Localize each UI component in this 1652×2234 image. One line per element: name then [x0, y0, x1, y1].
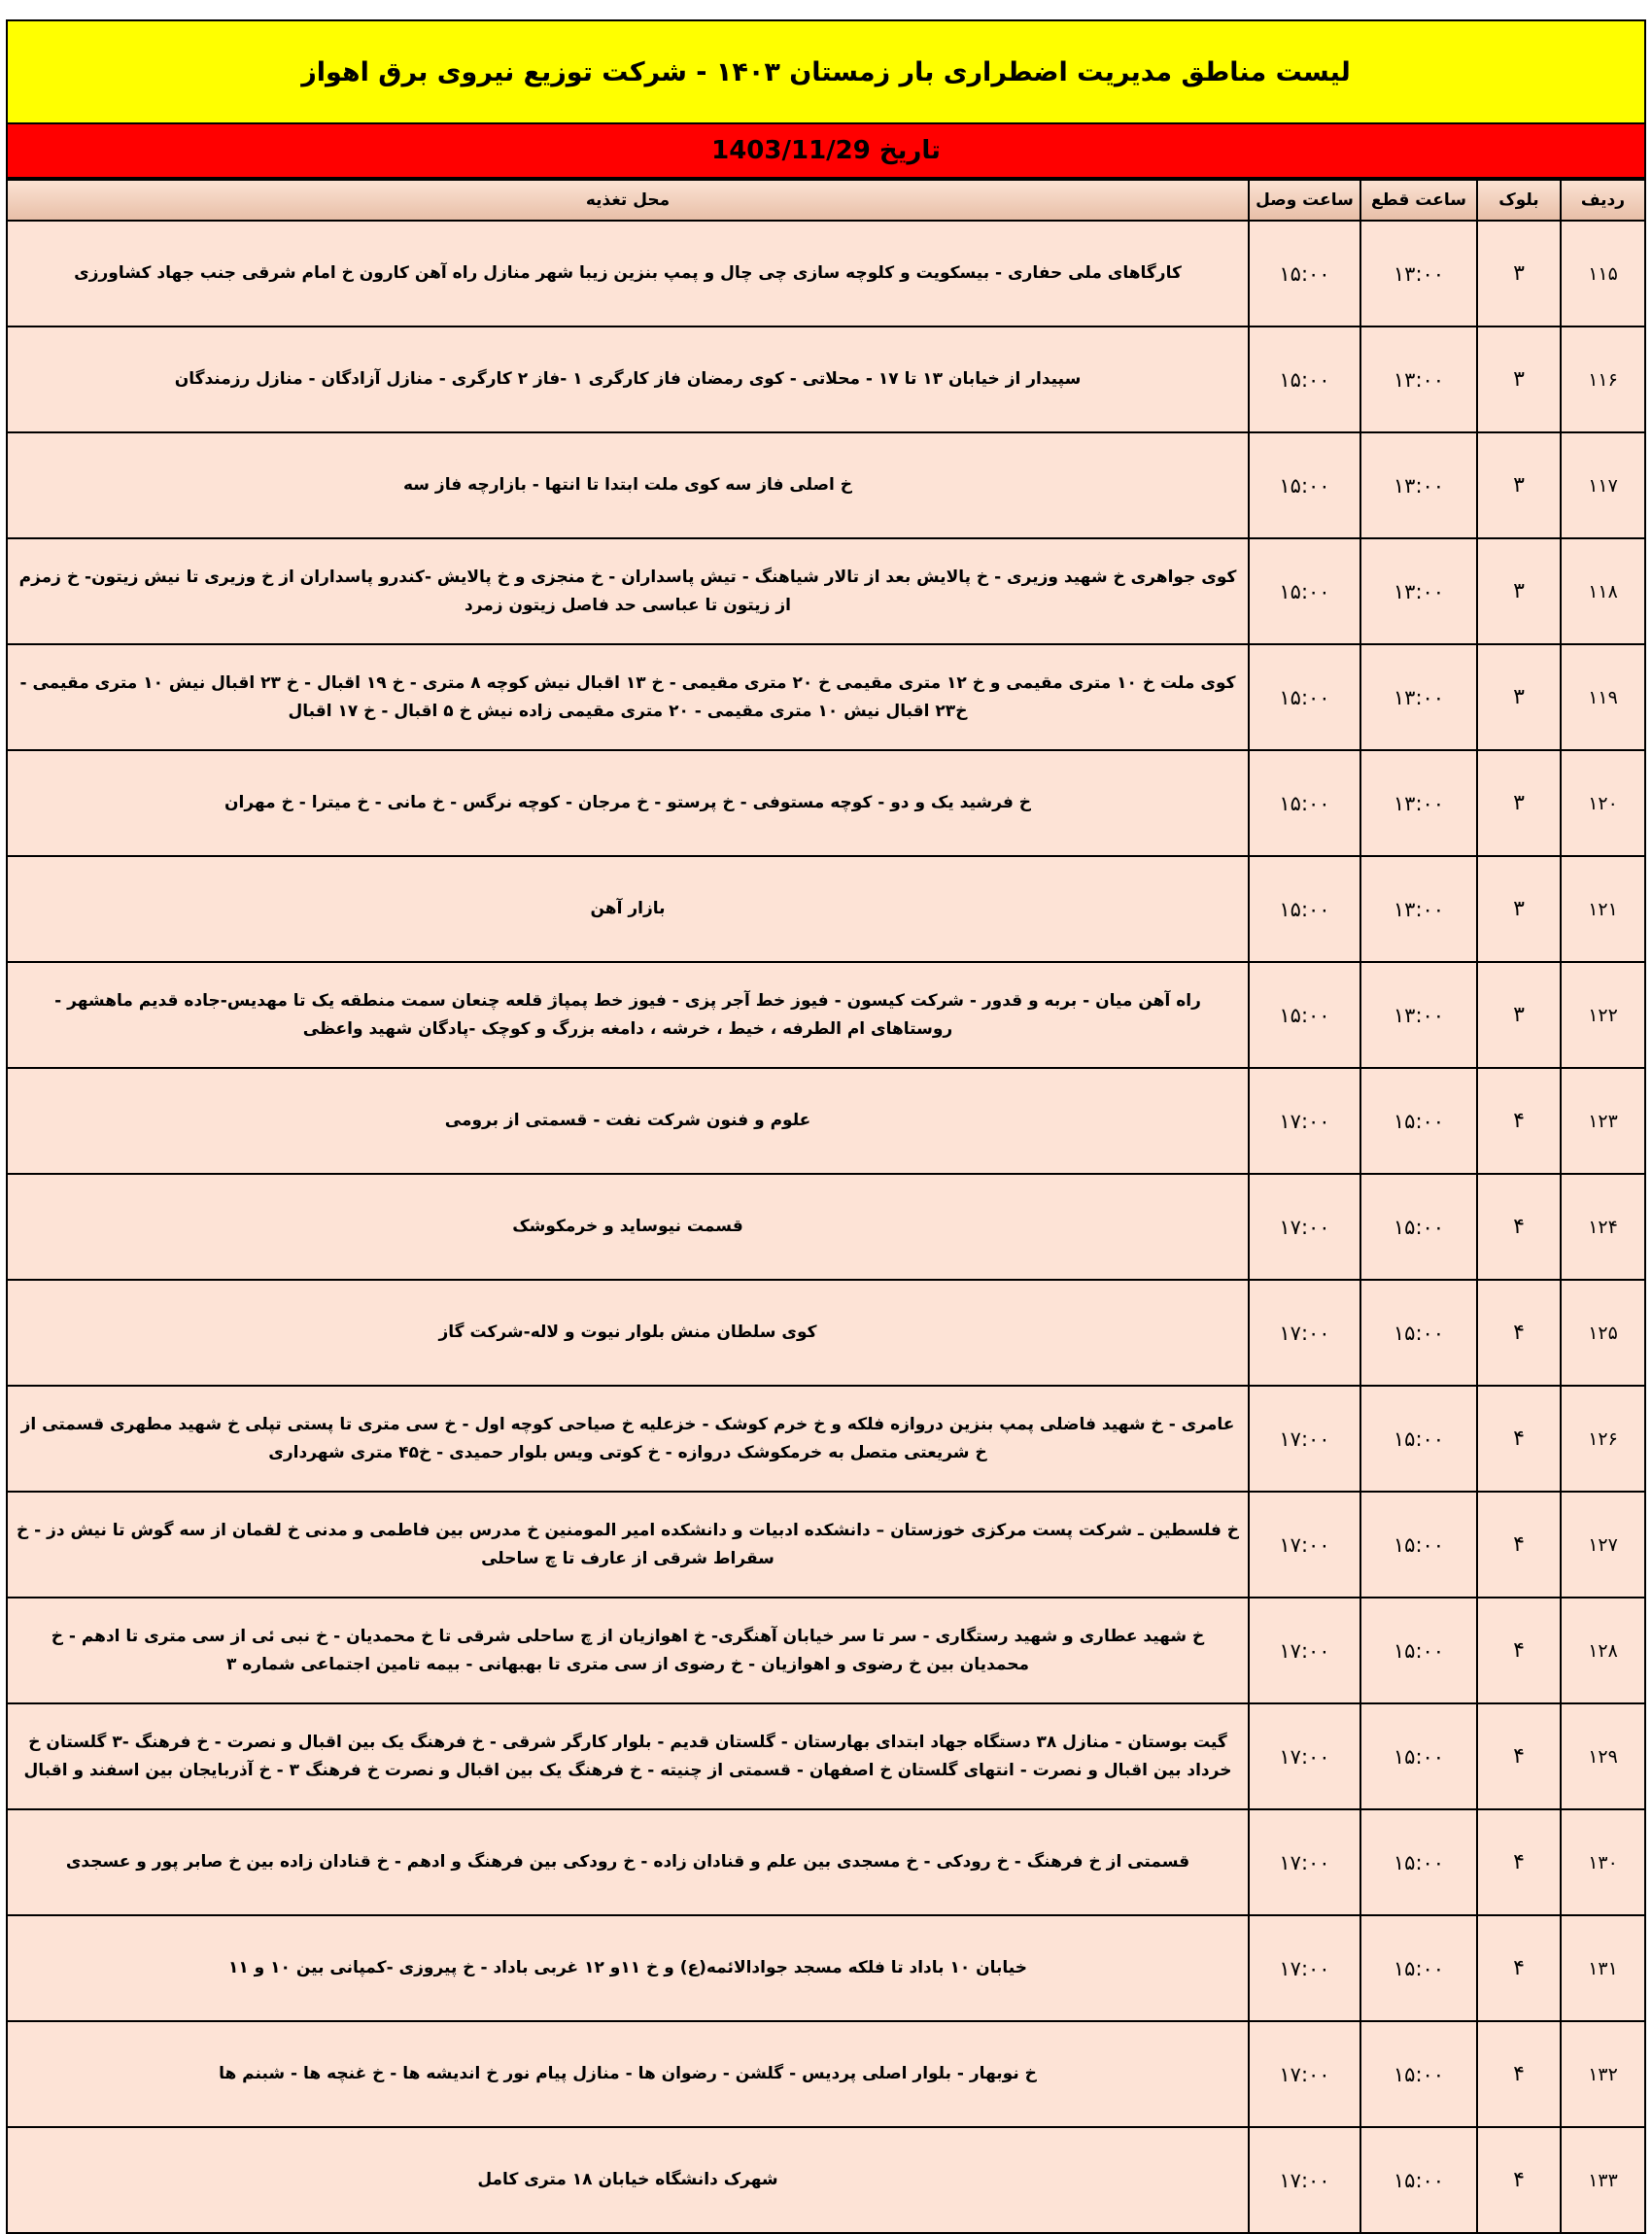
block-cell: ۴: [1477, 1809, 1561, 1915]
table-row: [8, 432, 1644, 538]
table-row: [8, 644, 1644, 750]
table-row: [8, 856, 1644, 962]
block-cell: ۴: [1477, 1174, 1561, 1280]
cut-time-cell: ۱۵:۰۰: [1360, 1915, 1477, 2021]
location-cell: قسمت نیوساید و خرمکوشک: [8, 1174, 1249, 1280]
row-number-cell: ۱۲۰: [1561, 750, 1644, 856]
location-cell: کوی سلطان منش بلوار نیوت و لاله-شرکت گاز: [8, 1280, 1249, 1386]
cut-time-cell: ۱۳:۰۰: [1360, 327, 1477, 432]
connect-time-cell: ۱۵:۰۰: [1249, 327, 1360, 432]
connect-time-cell: ۱۷:۰۰: [1249, 1809, 1360, 1915]
cut-time-cell: ۱۳:۰۰: [1360, 856, 1477, 962]
row-number-cell: ۱۲۶: [1561, 1386, 1644, 1492]
table-row: [8, 327, 1644, 432]
connect-time-cell: ۱۷:۰۰: [1249, 1280, 1360, 1386]
block-cell: ۴: [1477, 1068, 1561, 1174]
header-row-number: ردیف: [1561, 180, 1644, 221]
block-cell: ۴: [1477, 1386, 1561, 1492]
row-number-cell: ۱۱۶: [1561, 327, 1644, 432]
table-row: [8, 538, 1644, 644]
connect-time-cell: ۱۷:۰۰: [1249, 1915, 1360, 2021]
row-number-cell: ۱۳۱: [1561, 1915, 1644, 2021]
schedule-table: [8, 179, 1644, 2232]
cut-time-cell: ۱۳:۰۰: [1360, 644, 1477, 750]
date-label: تاریخ 1403/11/29: [711, 136, 941, 165]
table-row: [8, 1174, 1644, 1280]
cut-time-cell: ۱۳:۰۰: [1360, 538, 1477, 644]
table-row: [8, 1809, 1644, 1915]
cut-time-cell: ۱۵:۰۰: [1360, 1598, 1477, 1703]
block-cell: ۴: [1477, 1703, 1561, 1809]
location-cell: قسمتی از خ فرهنگ - خ رودکی - خ مسجدی بین علم و قنادان زاده - خ رودکی بین فرهنگ و ادهم - خ قنادان زاده بین خ صابر پور و عسجدی: [8, 1809, 1249, 1915]
row-number-cell: ۱۲۳: [1561, 1068, 1644, 1174]
connect-time-cell: ۱۷:۰۰: [1249, 1703, 1360, 1809]
cut-time-cell: ۱۵:۰۰: [1360, 2127, 1477, 2232]
connect-time-cell: ۱۵:۰۰: [1249, 856, 1360, 962]
cut-time-cell: ۱۵:۰۰: [1360, 1703, 1477, 1809]
document-title-banner: [8, 21, 1644, 124]
block-cell: ۴: [1477, 1598, 1561, 1703]
location-cell: گیت بوستان - منازل ۳۸ دستگاه جهاد ابتدای بهارستان - گلستان قدیم - بلوار کارگر شرقی - خ فرهنگ یک بین اقبال و نصرت - خ فرهنگ -۳ گلستان خ خرداد بین اقبال و نصرت - انتهای گلستان خ اصفهان - قسمتی از چنیته - خ فرهنگ یک بین اقبال و نصرت خ فرهنگ ۳ - خ آذربایجان بین اسفند و اقبال: [8, 1703, 1249, 1809]
connect-time-cell: ۱۷:۰۰: [1249, 1174, 1360, 1280]
cut-time-cell: ۱۵:۰۰: [1360, 1174, 1477, 1280]
connect-time-cell: ۱۵:۰۰: [1249, 750, 1360, 856]
table-row: [8, 2021, 1644, 2127]
row-number-cell: ۱۲۴: [1561, 1174, 1644, 1280]
block-cell: ۳: [1477, 538, 1561, 644]
location-cell: خ نوبهار - بلوار اصلی پردیس - گلشن - رضوان ها - منازل پیام نور خ اندیشه ها - خ غنچه ها - شبنم ها: [8, 2021, 1249, 2127]
table-row: [8, 1068, 1644, 1174]
cut-time-cell: ۱۵:۰۰: [1360, 1280, 1477, 1386]
table-row: [8, 1703, 1644, 1809]
block-cell: ۳: [1477, 750, 1561, 856]
connect-time-cell: ۱۵:۰۰: [1249, 644, 1360, 750]
location-cell: کارگاهای ملی حفاری - بیسکویت و کلوچه سازی چی چال و پمپ بنزین زیبا شهر منازل راه آهن کارون خ امام شرقی جنب جهاد کشاورزی: [8, 221, 1249, 327]
table-row: [8, 1915, 1644, 2021]
block-cell: ۴: [1477, 1492, 1561, 1598]
cut-time-cell: ۱۳:۰۰: [1360, 962, 1477, 1068]
row-number-cell: ۱۳۳: [1561, 2127, 1644, 2232]
row-number-cell: ۱۲۱: [1561, 856, 1644, 962]
cut-time-cell: ۱۵:۰۰: [1360, 1492, 1477, 1598]
connect-time-cell: ۱۷:۰۰: [1249, 1386, 1360, 1492]
connect-time-cell: ۱۵:۰۰: [1249, 221, 1360, 327]
row-number-cell: ۱۳۰: [1561, 1809, 1644, 1915]
row-number-cell: ۱۲۹: [1561, 1703, 1644, 1809]
row-number-cell: ۱۱۸: [1561, 538, 1644, 644]
block-cell: ۳: [1477, 644, 1561, 750]
block-cell: ۴: [1477, 1280, 1561, 1386]
block-cell: ۴: [1477, 2021, 1561, 2127]
cut-time-cell: ۱۳:۰۰: [1360, 432, 1477, 538]
row-number-cell: ۱۲۵: [1561, 1280, 1644, 1386]
header-cut-time: ساعت قطع: [1360, 180, 1477, 221]
cut-time-cell: ۱۳:۰۰: [1360, 221, 1477, 327]
document-title: لیست مناطق مدیریت اضطراری بار زمستان ۱۴۰۳ - شرکت توزیع نیروی برق اهواز: [301, 56, 1351, 87]
header-connect-time: ساعت وصل: [1249, 180, 1360, 221]
location-cell: سپیدار از خیابان ۱۳ تا ۱۷ - محلاتی - کوی رمضان فاز کارگری ۱ -فاز ۲ کارگری - منازل آزادگان - منازل رزمندگان: [8, 327, 1249, 432]
location-cell: راه آهن میان - بربه و قدور - شرکت کیسون - فیوز خط آجر پزی - فیوز خط پمپاژ قلعه چنعان سمت منطقه یک تا مهدیس-جاده قدیم ماهشهر - روستاهای ام الطرفه ، خیط ، خرشه ، دامغه بزرگ و کوچک -پادگان شهید واعظی: [8, 962, 1249, 1068]
location-cell: کوی ملت خ ۱۰ متری مقیمی و خ ۱۲ متری مقیمی خ ۲۰ متری مقیمی - خ ۱۳ اقبال نیش کوچه ۸ متری - خ ۱۹ اقبال - خ ۲۳ اقبال نیش ۱۰ متری مقیمی - خ۲۳ اقبال نیش ۱۰ متری مقیمی - ۲۰ متری مقیمی زاده نیش خ ۵ اقبال - خ ۱۷ اقبال: [8, 644, 1249, 750]
row-number-cell: ۱۲۷: [1561, 1492, 1644, 1598]
block-cell: ۴: [1477, 2127, 1561, 2232]
row-number-cell: ۱۲۸: [1561, 1598, 1644, 1703]
cut-time-cell: ۱۵:۰۰: [1360, 2021, 1477, 2127]
table-header-row: [8, 180, 1644, 221]
block-cell: ۳: [1477, 962, 1561, 1068]
block-cell: ۳: [1477, 327, 1561, 432]
row-number-cell: ۱۳۲: [1561, 2021, 1644, 2127]
cut-time-cell: ۱۵:۰۰: [1360, 1386, 1477, 1492]
cut-time-cell: ۱۳:۰۰: [1360, 750, 1477, 856]
table-row: [8, 221, 1644, 327]
location-cell: خ فلسطین ـ شرکت پست مرکزی خوزستان – دانشکده ادبیات و دانشکده امیر المومنین خ مدرس بین فاطمی و مدنی خ لقمان از سه گوش تا نیش دز - خ سقراط شرقی از عارف تا چ ساحلی: [8, 1492, 1249, 1598]
block-cell: ۴: [1477, 1915, 1561, 2021]
location-cell: بازار آهن: [8, 856, 1249, 962]
table-row: [8, 962, 1644, 1068]
row-number-cell: ۱۱۷: [1561, 432, 1644, 538]
table-row: [8, 1280, 1644, 1386]
block-cell: ۳: [1477, 856, 1561, 962]
location-cell: عامری - خ شهید فاضلی پمپ بنزین دروازه فلکه و خ خرم کوشک - خزعلیه خ صیاحی کوچه اول - خ سی متری تا پستی تپلی خ شهید مطهری قسمتی از خ شریعتی متصل به خرمکوشک دروازه - خ کوتی ویس بلوار حمیدی - خ۴۵ متری شهرداری: [8, 1386, 1249, 1492]
location-cell: کوی جواهری خ شهید وزیری - خ پالایش بعد از تالار شیاهنگ - تیش پاسداران - خ منجزی و خ پالایش -کندرو پاسداران از خ وزیری تا نیش زیتون- خ زمزم از زیتون تا عباسی حد فاصل زیتون زمرد: [8, 538, 1249, 644]
cut-time-cell: ۱۵:۰۰: [1360, 1068, 1477, 1174]
connect-time-cell: ۱۵:۰۰: [1249, 432, 1360, 538]
date-bar: [8, 124, 1644, 179]
table-row: [8, 2127, 1644, 2232]
header-location: محل تغذیه: [8, 180, 1249, 221]
block-cell: ۳: [1477, 432, 1561, 538]
connect-time-cell: ۱۷:۰۰: [1249, 1598, 1360, 1703]
row-number-cell: ۱۱۵: [1561, 221, 1644, 327]
cut-time-cell: ۱۵:۰۰: [1360, 1809, 1477, 1915]
location-cell: علوم و فنون شرکت نفت - قسمتی از برومی: [8, 1068, 1249, 1174]
table-row: [8, 1492, 1644, 1598]
location-cell: خ اصلی فاز سه کوی ملت ابتدا تا انتها - بازارچه فاز سه: [8, 432, 1249, 538]
connect-time-cell: ۱۷:۰۰: [1249, 1068, 1360, 1174]
row-number-cell: ۱۱۹: [1561, 644, 1644, 750]
outage-schedule-sheet: [6, 19, 1646, 2234]
connect-time-cell: ۱۵:۰۰: [1249, 962, 1360, 1068]
table-row: [8, 750, 1644, 856]
location-cell: خ شهید عطاری و شهید رستگاری - سر تا سر خیابان آهنگری- خ اهوازیان از چ ساحلی شرقی تا خ محمدیان - خ نبی ئی از سی متری تا ادهم - خ محمدیان بین خ رضوی و اهوازیان - خ رضوی از سی متری تا بهبهانی - بیمه تامین اجتماعی شماره ۳: [8, 1598, 1249, 1703]
row-number-cell: ۱۲۲: [1561, 962, 1644, 1068]
connect-time-cell: ۱۵:۰۰: [1249, 538, 1360, 644]
table-row: [8, 1598, 1644, 1703]
connect-time-cell: ۱۷:۰۰: [1249, 1492, 1360, 1598]
connect-time-cell: ۱۷:۰۰: [1249, 2021, 1360, 2127]
location-cell: خیابان ۱۰ باداد تا فلکه مسجد جوادالائمه(ع) و خ ۱۱و ۱۲ غربی باداد - خ پیروزی -کمپانی بین ۱۰ و ۱۱: [8, 1915, 1249, 2021]
table-row: [8, 1386, 1644, 1492]
location-cell: خ فرشید یک و دو - کوچه مستوفی - خ پرستو - خ مرجان - کوچه نرگس - خ مانی - خ میترا - خ مهران: [8, 750, 1249, 856]
block-cell: ۳: [1477, 221, 1561, 327]
location-cell: شهرک دانشگاه خیابان ۱۸ متری کامل: [8, 2127, 1249, 2232]
connect-time-cell: ۱۷:۰۰: [1249, 2127, 1360, 2232]
header-block: بلوک: [1477, 180, 1561, 221]
